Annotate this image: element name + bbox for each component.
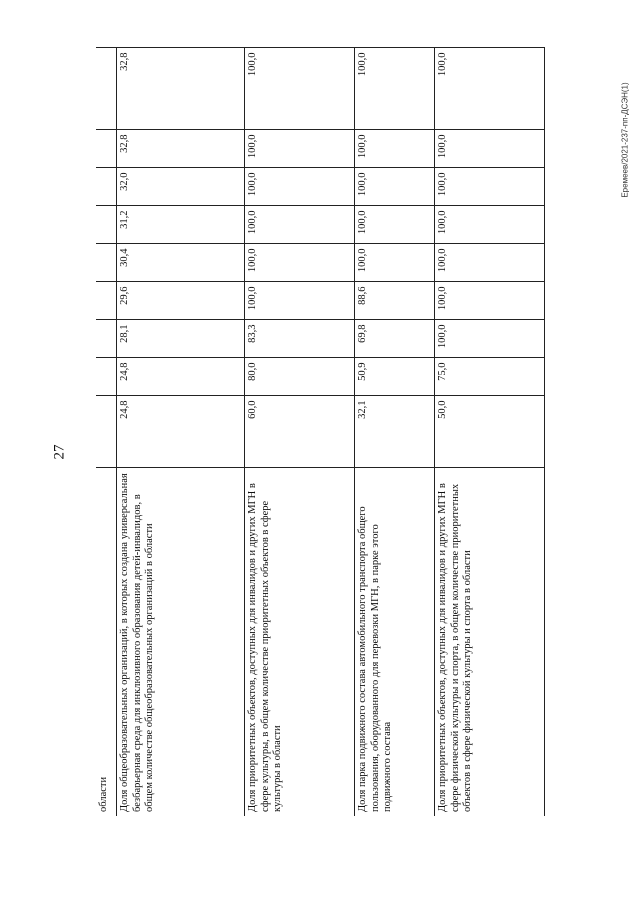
table-row — [245, 48, 355, 816]
value-cell: 31,2 — [117, 206, 245, 244]
value-cell: 32,1 — [355, 396, 435, 468]
value-cell: 24,8 — [117, 358, 245, 396]
rotated-table-container — [96, 48, 575, 816]
indicator-table — [96, 48, 545, 817]
value-cell: 30,4 — [117, 244, 245, 282]
value-cell: 75,0 — [435, 358, 545, 396]
value-cell: 100,0 — [435, 282, 545, 320]
value-cell: 60,0 — [245, 396, 355, 468]
table-row — [435, 48, 545, 816]
value-cell: 24,8 — [117, 396, 245, 468]
value-cell: 32,8 — [117, 130, 245, 168]
value-cell: 28,1 — [117, 320, 245, 358]
value-cell: 100,0 — [435, 320, 545, 358]
value-cell: 100,0 — [245, 244, 355, 282]
value-cell: 100,0 — [355, 206, 435, 244]
value-cell: 88,6 — [355, 282, 435, 320]
page-number: 27 — [51, 444, 68, 460]
value-cell: 32,0 — [117, 168, 245, 206]
value-cell: 100,0 — [435, 244, 545, 282]
value-cell: 29,6 — [117, 282, 245, 320]
value-cell: 50,9 — [355, 358, 435, 396]
indicator-description: Доля общеобразовательных организаций, в которых создана универсальная безбарьерная среда для инклюзивного образования детей-инвалидов, в общем количестве общеобразовательных организаций в области — [117, 468, 245, 816]
value-cell: 100,0 — [355, 130, 435, 168]
value-cell: 100,0 — [435, 168, 545, 206]
value-cell: 100,0 — [245, 130, 355, 168]
table-row — [117, 48, 245, 816]
value-cell: 32,8 — [117, 48, 245, 130]
indicator-description: Доля приоритетных объектов, доступных для инвалидов и других МГН в сфере физической культуры и спорта, в общем количестве приоритетных объектов в сфере физической культуры и спорта в области — [435, 468, 545, 816]
value-cell: 100,0 — [245, 206, 355, 244]
value-cell: 100,0 — [435, 206, 545, 244]
value-cell: 100,0 — [435, 48, 545, 130]
indicator-description: Доля парка подвижного состава автомобильного транспорта общего пользования, оборудованного для перевозки МГН, в парке этого подвижного состава — [355, 468, 435, 816]
table-row — [355, 48, 435, 816]
value-cell: 100,0 — [355, 168, 435, 206]
value-cell: 100,0 — [245, 48, 355, 130]
indicator-description: Доля приоритетных объектов, доступных для инвалидов и других МГН в сфере культуры, в общем количестве приоритетных объектов в сфере культуры в области — [245, 468, 355, 816]
value-cell: 100,0 — [355, 48, 435, 130]
value-cell: 83,3 — [245, 320, 355, 358]
value-cell: 80,0 — [245, 358, 355, 396]
value-cell: 100,0 — [245, 282, 355, 320]
value-cell: 100,0 — [355, 244, 435, 282]
value-cell: 100,0 — [245, 168, 355, 206]
header-cell: области — [96, 468, 117, 816]
value-cell: 100,0 — [435, 130, 545, 168]
value-cell: 50,0 — [435, 396, 545, 468]
header-row — [96, 48, 117, 816]
value-cell: 69,8 — [355, 320, 435, 358]
document-code: Еремеев/2021-237-пп-ДСЭН(1) — [620, 82, 630, 198]
